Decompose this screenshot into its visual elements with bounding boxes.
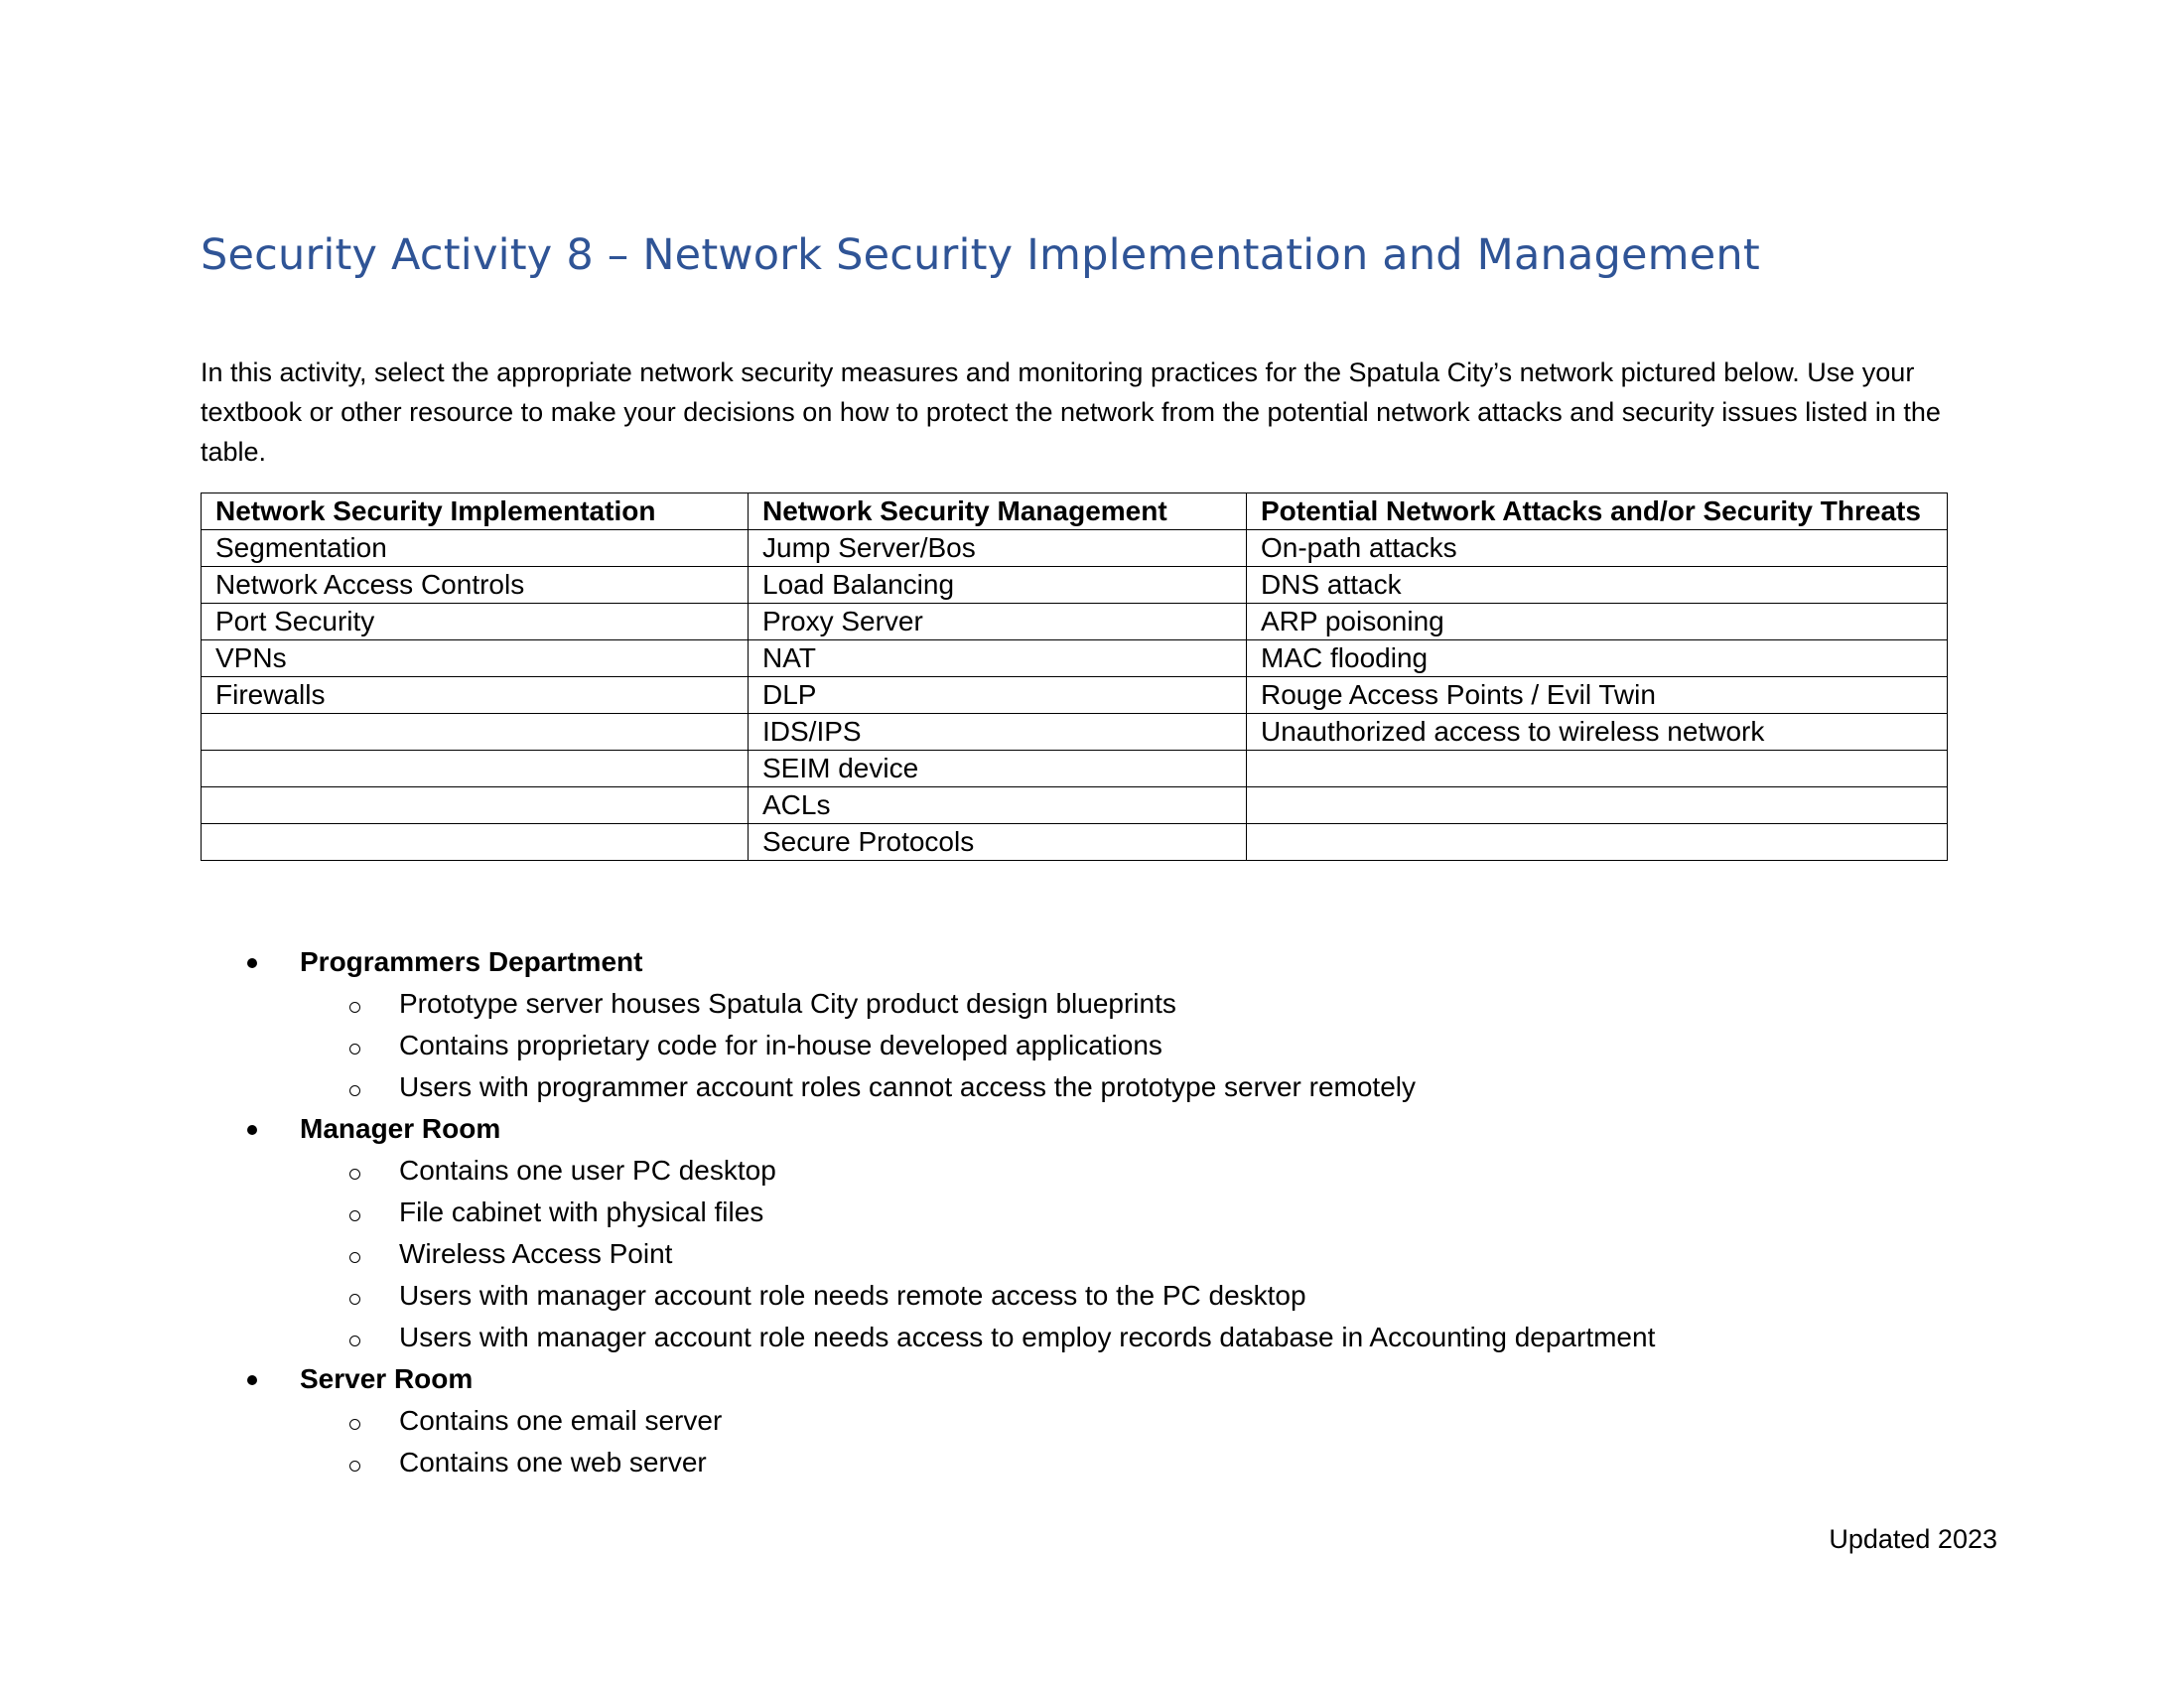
management-cell: SEIM device [749, 751, 1247, 787]
threat-cell: Rouge Access Points / Evil Twin [1247, 677, 1948, 714]
management-cell: ACLs [749, 787, 1247, 824]
circle-bullet-icon [349, 1252, 360, 1263]
bullet-icon [247, 1375, 257, 1385]
threat-cell [1247, 824, 1948, 861]
table-row [202, 714, 1948, 751]
management-cell: NAT [749, 640, 1247, 677]
threat-cell [1247, 751, 1948, 787]
management-cell: Jump Server/Bos [749, 530, 1247, 567]
section-items [201, 1400, 1655, 1483]
circle-bullet-icon [349, 1044, 360, 1055]
implementation-cell [202, 751, 749, 787]
management-cell: Load Balancing [749, 567, 1247, 604]
table-row [202, 567, 1948, 604]
list-item [201, 1275, 1655, 1317]
table-row [202, 640, 1948, 677]
bullet-icon [247, 958, 257, 968]
circle-bullet-icon [349, 1210, 360, 1221]
implementation-cell: Network Access Controls [202, 567, 749, 604]
list-item [201, 1150, 1655, 1192]
section-heading [201, 1358, 1655, 1400]
circle-bullet-icon [349, 1085, 360, 1096]
bullet-icon [247, 1125, 257, 1135]
management-cell: Secure Protocols [749, 824, 1247, 861]
table-row [202, 530, 1948, 567]
list-item [201, 1025, 1655, 1066]
list-item [201, 1442, 1655, 1483]
security-table [201, 492, 1948, 861]
implementation-cell: VPNs [202, 640, 749, 677]
implementation-cell [202, 824, 749, 861]
list-item-text: Contains one email server [399, 1405, 723, 1436]
table-row [202, 604, 1948, 640]
threat-cell [1247, 787, 1948, 824]
list-item [201, 983, 1655, 1025]
list-item-text: Users with programmer account roles cannot access the prototype server remotely [399, 1071, 1416, 1102]
section-items [201, 1150, 1655, 1358]
circle-bullet-icon [349, 1294, 360, 1305]
management-cell: DLP [749, 677, 1247, 714]
list-item-text: Wireless Access Point [399, 1238, 673, 1269]
table-row [202, 824, 1948, 861]
implementation-cell [202, 787, 749, 824]
implementation-cell: Segmentation [202, 530, 749, 567]
section-heading-label: Programmers Department [300, 946, 643, 977]
circle-bullet-icon [349, 1002, 360, 1013]
threat-cell: Unauthorized access to wireless network [1247, 714, 1948, 751]
page-title: Security Activity 8 – Network Security Implementation and Management [201, 230, 1760, 280]
implementation-cell [202, 714, 749, 751]
section-items [201, 983, 1655, 1108]
threat-cell: MAC flooding [1247, 640, 1948, 677]
table-row [202, 677, 1948, 714]
threat-cell: DNS attack [1247, 567, 1948, 604]
document-page [201, 0, 2017, 1688]
list-item [201, 1066, 1655, 1108]
header-management: Network Security Management [749, 493, 1247, 530]
circle-bullet-icon [349, 1419, 360, 1430]
threat-cell: On-path attacks [1247, 530, 1948, 567]
section-manager-room [201, 1108, 1655, 1358]
circle-bullet-icon [349, 1461, 360, 1472]
implementation-cell: Firewalls [202, 677, 749, 714]
list-item [201, 1317, 1655, 1358]
list-item-text: Contains one web server [399, 1447, 707, 1477]
updated-footer: Updated 2023 [1829, 1524, 1997, 1554]
circle-bullet-icon [349, 1169, 360, 1180]
list-item-text: Contains proprietary code for in-house developed applications [399, 1030, 1162, 1060]
implementation-cell: Port Security [202, 604, 749, 640]
header-threats: Potential Network Attacks and/or Security Threats [1247, 493, 1948, 530]
list-item [201, 1192, 1655, 1233]
table-header-row [202, 493, 1948, 530]
threat-cell: ARP poisoning [1247, 604, 1948, 640]
table-row [202, 751, 1948, 787]
list-item [201, 1400, 1655, 1442]
section-heading-label: Manager Room [300, 1113, 501, 1144]
management-cell: IDS/IPS [749, 714, 1247, 751]
list-item-text: Prototype server houses Spatula City product design blueprints [399, 988, 1176, 1019]
section-programmers-department [201, 941, 1655, 1108]
table-row [202, 787, 1948, 824]
list-item-text: Users with manager account role needs remote access to the PC desktop [399, 1280, 1306, 1311]
section-heading [201, 941, 1655, 983]
section-heading-label: Server Room [300, 1363, 474, 1394]
header-implementation: Network Security Implementation [202, 493, 749, 530]
list-item-text: File cabinet with physical files [399, 1196, 764, 1227]
list-item [201, 1233, 1655, 1275]
section-heading [201, 1108, 1655, 1150]
department-list [201, 941, 1655, 1483]
list-item-text: Contains one user PC desktop [399, 1155, 776, 1186]
section-server-room [201, 1358, 1655, 1483]
management-cell: Proxy Server [749, 604, 1247, 640]
list-item-text: Users with manager account role needs access to employ records database in Accounting department [399, 1322, 1656, 1352]
circle-bullet-icon [349, 1336, 360, 1346]
intro-paragraph: In this activity, select the appropriate network security measures and monitoring practices for the Spatula City’s network pictured below. Use your textbook or other resource to make your decisions on how to protect the network from the potential network attacks and security issues listed in the table. [201, 357, 1941, 467]
